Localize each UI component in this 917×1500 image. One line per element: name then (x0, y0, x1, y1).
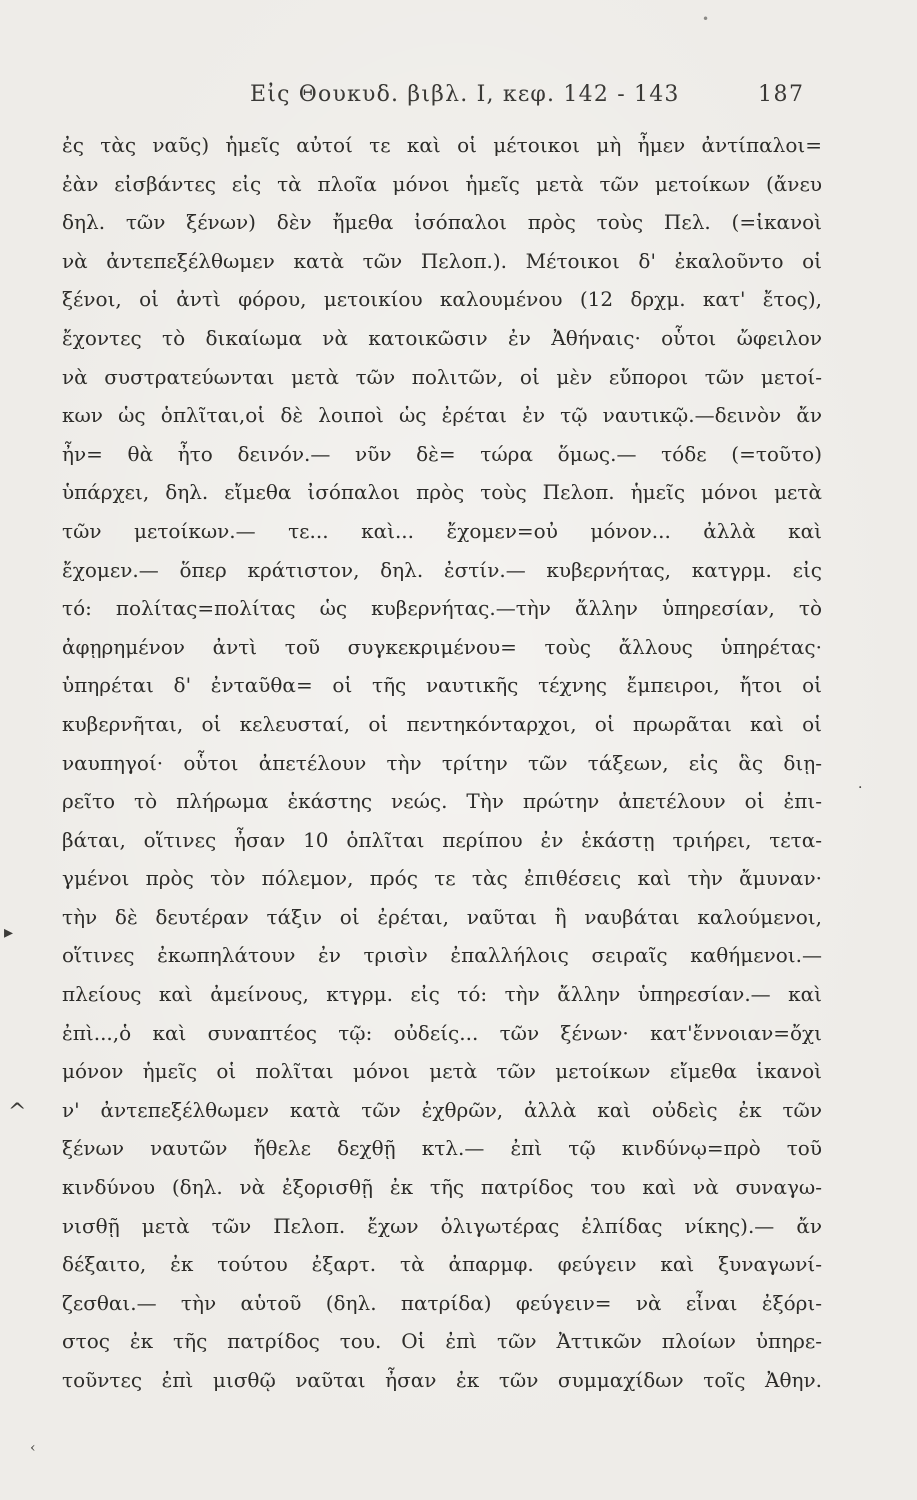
text-line: νὰ συστρατεύωνται μετὰ τῶν πολιτῶν, οἱ μὲν εὔποροι τῶν μετοί- (62, 364, 822, 389)
text-line: δέξαιτο, ἐκ τούτου ἐξαρτ. τὰ ἀπαρμφ. φεύγειν καὶ ξυναγωνί- (62, 1252, 822, 1277)
text-line: βάται, οἵτινες ἦσαν 10 ὁπλῖται περίπου ἐν ἑκάστῃ τριήρει, τετα- (62, 827, 822, 852)
text-line: νὰ ἀντεπεξέλθωμεν κατὰ τῶν Πελοπ.). Μέτοικοι δ' ἐκαλοῦντο οἱ (62, 248, 822, 273)
text-line: οἵτινες ἐκωπηλάτουν ἐν τρισὶν ἐπαλλήλοις σειραῖς καθήμενοι.— (62, 943, 822, 968)
text-line: στος ἐκ τῆς πατρίδος του. Οἱ ἐπὶ τῶν Ἀττικῶν πλοίων ὑπηρε- (62, 1329, 822, 1354)
text-line: ἔχομεν.— ὅπερ κράτιστον, δηλ. ἐστίν.— κυβερνήτας, κατγρμ. εἰς (62, 557, 822, 582)
text-line: γμένοι πρὸς τὸν πόλεμον, πρός τε τὰς ἐπιθέσεις καὶ τὴν ἄμυναν· (62, 866, 822, 891)
commentary-text (62, 126, 822, 1400)
text-line: ξένοι, οἱ ἀντὶ φόρου, μετοικίου καλουμένου (12 δρχμ. κατ' ἔτος), (62, 287, 822, 312)
text-line: ἀφῃρημένον ἀντὶ τοῦ συγκεκριμένου= τοὺς ἄλλους ὑπηρέτας· (62, 634, 822, 659)
page-header (0, 82, 917, 118)
page-number: 187 (758, 82, 805, 107)
ink-dot: • (702, 12, 710, 26)
text-line: ναυπηγοί· οὗτοι ἀπετέλουν τὴν τρίτην τῶν τάξεων, εἰς ἃς διῃ- (62, 750, 822, 775)
text-line: τὴν δὲ δευτέραν τάξιν οἱ ἐρέται, ναῦται ἢ ναυβάται καλούμενοι, (62, 904, 822, 929)
text-line: τό: πολίτας=πολίτας ὡς κυβερνήτας.—τὴν ἄλλην ὑπηρεσίαν, τὸ (62, 596, 822, 621)
text-line: νισθῇ μετὰ τῶν Πελοπ. ἔχων ὀλιγωτέρας ἐλπίδας νίκης).— ἄν (62, 1213, 822, 1238)
text-line: ὑπάρχει, δηλ. εἴμεθα ἰσόπαλοι πρὸς τοὺς Πελοπ. ἡμεῖς μόνοι μετὰ (62, 480, 822, 505)
margin-mark: · (858, 780, 863, 796)
text-line: ἐπὶ...,ὁ καὶ συναπτέος τῷ: οὐδείς... τῶν ξένων· κατ'ἔννοιαν=ὄχι (62, 1020, 822, 1045)
text-line: ἐς τὰς ναῦς) ἡμεῖς αὐτοί τε καὶ οἱ μέτοικοι μὴ ἦμεν ἀντίπαλοι= (62, 133, 822, 157)
margin-mark: ▸ (4, 922, 14, 943)
text-line: ἔχοντες τὸ δικαίωμα νὰ κατοικῶσιν ἐν Ἀθήναις· οὗτοι ὤφειλον (62, 325, 822, 350)
text-line: δηλ. τῶν ξένων) δὲν ἤμεθα ἰσόπαλοι πρὸς τοὺς Πελ. (=ἱκανοὶ (62, 210, 822, 235)
text-line: κυβερνῆται, οἱ κελευσταί, οἱ πεντηκόνταρχοι, οἱ πρωρᾶται καὶ οἱ (62, 711, 822, 736)
text-line: τοῦντες ἐπὶ μισθῷ ναῦται ἦσαν ἐκ τῶν συμμαχίδων τοῖς Ἀθην. (62, 1368, 822, 1392)
text-line: ζεσθαι.— τὴν αὑτοῦ (δηλ. πατρίδα) φεύγειν= νὰ εἶναι ἐξόρι- (62, 1290, 822, 1315)
text-line: ρεῖτο τὸ πλήρωμα ἑκάστης νεώς. Τὴν πρώτην ἀπετέλουν οἱ ἐπι- (62, 789, 822, 814)
text-line: ν' ἀντεπεξέλθωμεν κατὰ τῶν ἐχθρῶν, ἀλλὰ καὶ οὐδεὶς ἐκ τῶν (62, 1097, 822, 1122)
text-line: κινδύνου (δηλ. νὰ ἐξορισθῇ ἐκ τῆς πατρίδος του καὶ νὰ συναγω- (62, 1175, 822, 1200)
text-line: τῶν μετοίκων.— τε... καὶ... ἔχομεν=οὐ μόνον... ἀλλὰ καὶ (62, 518, 822, 543)
margin-mark: ^ (8, 1100, 27, 1125)
text-line: ἐὰν εἰσβάντες εἰς τὰ πλοῖα μόνοι ἡμεῖς μετὰ τῶν μετοίκων (ἄνευ (62, 171, 822, 196)
text-line: κων ὡς ὁπλῖται,οἱ δὲ λοιποὶ ὡς ἐρέται ἐν τῷ ναυτικῷ.—δεινὸν ἄν (62, 403, 822, 428)
text-line: ἦν= θὰ ἦτο δεινόν.— νῦν δὲ= τώρα ὅμως.— τόδε (=τοῦτο) (62, 441, 822, 466)
text-line: ὑπηρέται δ' ἐνταῦθα= οἱ τῆς ναυτικῆς τέχνης ἔμπειροι, ἤτοι οἱ (62, 673, 822, 698)
margin-mark: ‹ (30, 1440, 36, 1456)
running-head: Εἰς Θουκυδ. βιβλ. I, κεφ. 142 - 143 (250, 82, 680, 107)
text-line: μόνον ἡμεῖς οἱ πολῖται μόνοι μετὰ τῶν μετοίκων εἴμεθα ἱκανοὶ (62, 1059, 822, 1084)
text-line: ξένων ναυτῶν ἤθελε δεχθῇ κτλ.— ἐπὶ τῷ κινδύνῳ=πρὸ τοῦ (62, 1136, 822, 1161)
text-line: πλείους καὶ ἀμείνους, κτγρμ. εἰς τό: τὴν ἄλλην ὑπηρεσίαν.— καὶ (62, 982, 822, 1007)
